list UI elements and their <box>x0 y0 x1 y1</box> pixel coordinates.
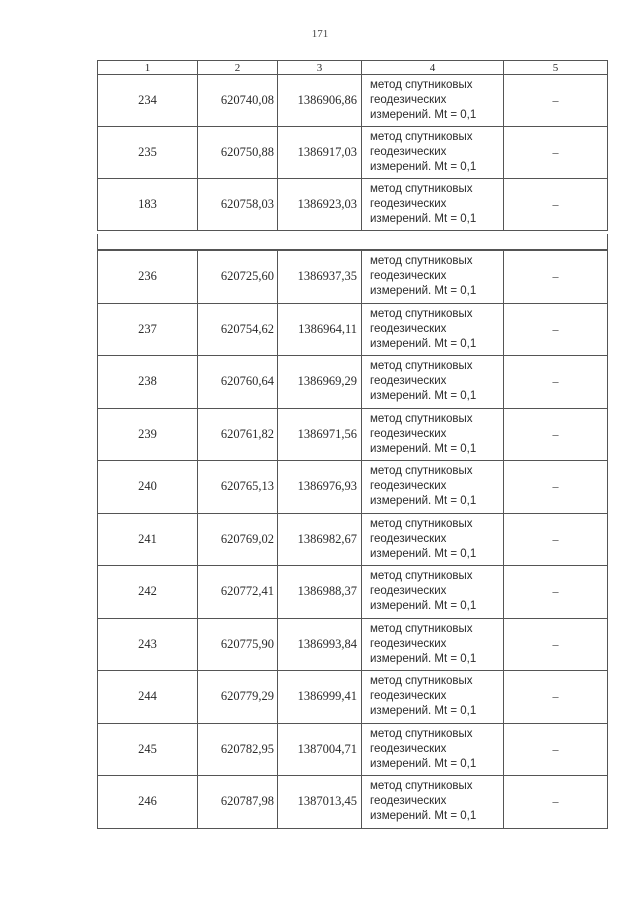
method-line: геодезических <box>370 585 447 598</box>
table-row <box>98 618 608 671</box>
method-line: геодезических <box>370 795 447 808</box>
measurement-method <box>362 179 504 231</box>
method-line: геодезических <box>370 690 447 703</box>
table-row <box>98 179 608 231</box>
measurement-method <box>362 251 504 304</box>
coordinate-x: 620772,41 <box>198 566 278 619</box>
measurement-method <box>362 776 504 829</box>
coordinates-table-part-1 <box>97 60 608 231</box>
measurement-method <box>362 303 504 356</box>
point-number: 242 <box>98 566 198 619</box>
method-line: геодезических <box>370 375 447 388</box>
coordinate-x: 620765,13 <box>198 461 278 514</box>
method-line: метод спутниковых <box>370 183 473 195</box>
method-line: измерений. Mt = 0,1 <box>370 285 477 298</box>
table-row <box>98 75 608 127</box>
coordinate-y: 1387013,45 <box>278 776 362 829</box>
method-line: геодезических <box>370 322 447 335</box>
note-dash: – <box>504 179 608 231</box>
point-number: 237 <box>98 303 198 356</box>
table-row <box>98 566 608 619</box>
coordinate-x: 620761,82 <box>198 408 278 461</box>
point-number: 234 <box>98 75 198 127</box>
page-number: 171 <box>311 28 329 40</box>
measurement-method <box>362 75 504 127</box>
method-line: измерений. Mt = 0,1 <box>370 705 477 718</box>
coordinates-table-part-2 <box>97 250 608 829</box>
method-line: метод спутниковых <box>370 360 473 373</box>
coordinate-y: 1386988,37 <box>278 566 362 619</box>
note-dash: – <box>504 127 608 179</box>
method-line: измерений. Mt = 0,1 <box>370 109 477 121</box>
point-number: 183 <box>98 179 198 231</box>
method-line: метод спутниковых <box>370 465 473 478</box>
coordinate-y: 1386917,03 <box>278 127 362 179</box>
method-line: метод спутниковых <box>370 675 473 688</box>
column-header-row <box>98 61 608 75</box>
coordinate-x: 620760,64 <box>198 356 278 409</box>
method-line: измерений. Mt = 0,1 <box>370 600 477 613</box>
point-number: 244 <box>98 671 198 724</box>
coordinate-x: 620775,90 <box>198 618 278 671</box>
coordinate-y: 1386971,56 <box>278 408 362 461</box>
method-line: измерений. Mt = 0,1 <box>370 652 477 665</box>
column-header-5: 5 <box>504 61 608 75</box>
measurement-method <box>362 513 504 566</box>
note-dash: – <box>504 776 608 829</box>
coordinate-x: 620725,60 <box>198 251 278 304</box>
coordinate-x: 620750,88 <box>198 127 278 179</box>
note-dash: – <box>504 251 608 304</box>
note-dash: – <box>504 671 608 724</box>
method-line: метод спутниковых <box>370 727 473 740</box>
table-row <box>98 513 608 566</box>
note-dash: – <box>504 513 608 566</box>
coordinate-x: 620769,02 <box>198 513 278 566</box>
coordinate-y: 1386964,11 <box>278 303 362 356</box>
measurement-method <box>362 723 504 776</box>
method-line: метод спутниковых <box>370 307 473 320</box>
method-line: геодезических <box>370 480 447 493</box>
coordinate-y: 1386906,86 <box>278 75 362 127</box>
point-number: 246 <box>98 776 198 829</box>
method-line: геодезических <box>370 742 447 755</box>
coordinate-y: 1386993,84 <box>278 618 362 671</box>
coordinate-y: 1386976,93 <box>278 461 362 514</box>
coordinate-x: 620779,29 <box>198 671 278 724</box>
method-line: метод спутниковых <box>370 517 473 530</box>
note-dash: – <box>504 356 608 409</box>
coordinate-x: 620758,03 <box>198 179 278 231</box>
method-line: геодезических <box>370 637 447 650</box>
measurement-method <box>362 127 504 179</box>
method-line: метод спутниковых <box>370 131 473 143</box>
coordinate-y: 1386982,67 <box>278 513 362 566</box>
coordinate-y: 1386969,29 <box>278 356 362 409</box>
method-line: измерений. Mt = 0,1 <box>370 213 477 225</box>
note-dash: – <box>504 408 608 461</box>
measurement-method <box>362 618 504 671</box>
method-line: геодезических <box>370 270 447 283</box>
method-line: геодезических <box>370 198 447 210</box>
method-line: геодезических <box>370 146 447 158</box>
table-separator <box>97 234 608 250</box>
coordinate-y: 1386999,41 <box>278 671 362 724</box>
point-number: 239 <box>98 408 198 461</box>
coordinate-x: 620740,08 <box>198 75 278 127</box>
coordinate-y: 1387004,71 <box>278 723 362 776</box>
method-line: измерений. Mt = 0,1 <box>370 337 477 350</box>
measurement-method <box>362 356 504 409</box>
point-number: 235 <box>98 127 198 179</box>
method-line: метод спутниковых <box>370 412 473 425</box>
method-line: геодезических <box>370 94 447 106</box>
method-line: метод спутниковых <box>370 570 473 583</box>
note-dash: – <box>504 75 608 127</box>
coordinate-y: 1386923,03 <box>278 179 362 231</box>
method-line: метод спутниковых <box>370 255 473 268</box>
method-line: измерений. Mt = 0,1 <box>370 161 477 173</box>
table-row <box>98 251 608 304</box>
note-dash: – <box>504 723 608 776</box>
table-row <box>98 303 608 356</box>
method-line: метод спутниковых <box>370 780 473 793</box>
coordinate-x: 620782,95 <box>198 723 278 776</box>
point-number: 236 <box>98 251 198 304</box>
method-line: измерений. Mt = 0,1 <box>370 495 477 508</box>
table-row <box>98 671 608 724</box>
table-row <box>98 356 608 409</box>
table-row <box>98 461 608 514</box>
note-dash: – <box>504 303 608 356</box>
column-header-4: 4 <box>362 61 504 75</box>
point-number: 241 <box>98 513 198 566</box>
note-dash: – <box>504 618 608 671</box>
method-line: метод спутниковых <box>370 79 473 91</box>
coordinate-x: 620787,98 <box>198 776 278 829</box>
note-dash: – <box>504 566 608 619</box>
method-line: измерений. Mt = 0,1 <box>370 442 477 455</box>
table-row <box>98 776 608 829</box>
column-header-1: 1 <box>98 61 198 75</box>
point-number: 240 <box>98 461 198 514</box>
column-header-2: 2 <box>198 61 278 75</box>
method-line: измерений. Mt = 0,1 <box>370 390 477 403</box>
method-line: геодезических <box>370 532 447 545</box>
table-row <box>98 408 608 461</box>
method-line: метод спутниковых <box>370 622 473 635</box>
measurement-method <box>362 671 504 724</box>
method-line: геодезических <box>370 427 447 440</box>
note-dash: – <box>504 461 608 514</box>
method-line: измерений. Mt = 0,1 <box>370 547 477 560</box>
point-number: 243 <box>98 618 198 671</box>
method-line: измерений. Mt = 0,1 <box>370 810 477 823</box>
coordinate-y: 1386937,35 <box>278 251 362 304</box>
column-header-3: 3 <box>278 61 362 75</box>
table-row <box>98 723 608 776</box>
measurement-method <box>362 566 504 619</box>
point-number: 238 <box>98 356 198 409</box>
coordinate-x: 620754,62 <box>198 303 278 356</box>
point-number: 245 <box>98 723 198 776</box>
table-row <box>98 127 608 179</box>
method-line: измерений. Mt = 0,1 <box>370 757 477 770</box>
measurement-method <box>362 408 504 461</box>
measurement-method <box>362 461 504 514</box>
